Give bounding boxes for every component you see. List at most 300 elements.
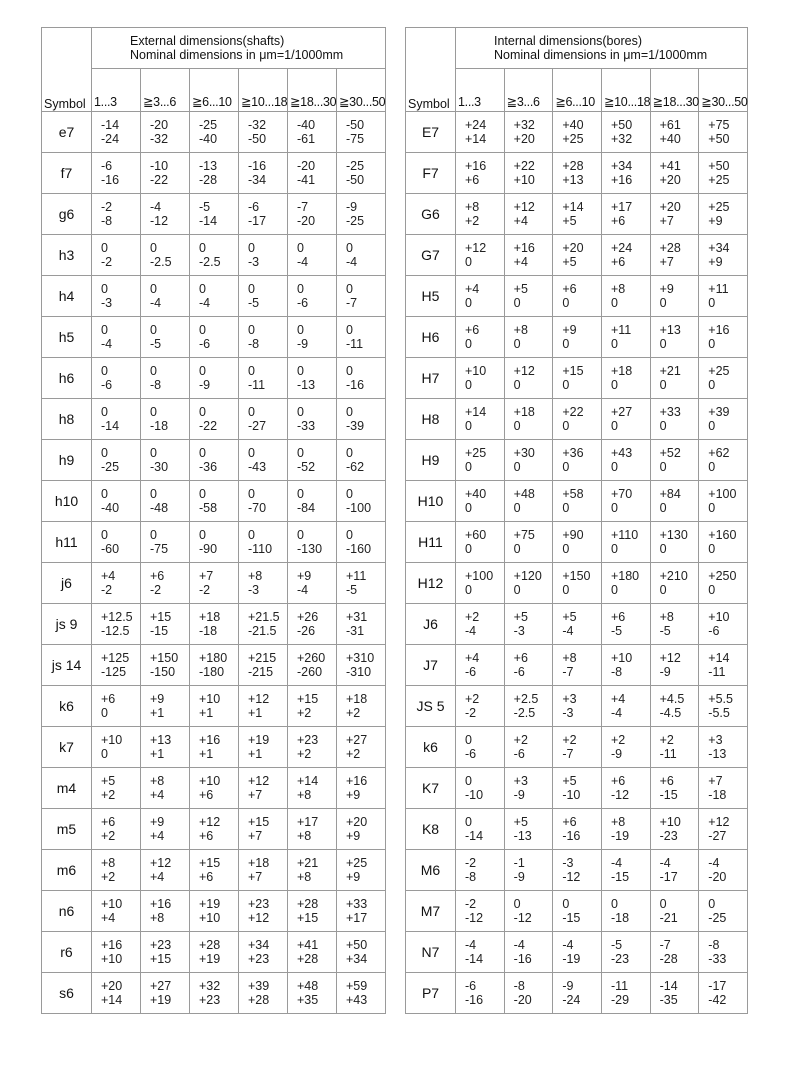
upper-deviation: +4.5 xyxy=(659,692,685,706)
tolerance-symbol: H7 xyxy=(406,358,456,399)
lower-deviation: +7 xyxy=(248,870,263,884)
lower-deviation: 0 xyxy=(562,296,570,310)
upper-deviation: -16 xyxy=(248,159,267,173)
tolerance-cell xyxy=(239,686,288,727)
lower-deviation: +50 xyxy=(708,132,730,146)
upper-deviation: 0 xyxy=(199,487,206,501)
upper-deviation: 0 xyxy=(465,774,472,788)
lower-deviation: -84 xyxy=(297,501,316,515)
lower-deviation: -39 xyxy=(346,419,365,433)
upper-deviation: 0 xyxy=(346,528,353,542)
lower-deviation: -33 xyxy=(708,952,727,966)
table-row xyxy=(406,317,748,358)
tolerance-cell xyxy=(601,932,650,973)
table-row xyxy=(406,522,748,563)
table-row xyxy=(42,686,386,727)
tolerance-cell xyxy=(92,522,141,563)
tolerance-cell xyxy=(239,604,288,645)
tolerance-cell xyxy=(553,768,602,809)
upper-deviation: 0 xyxy=(248,241,255,255)
tolerance-cell xyxy=(699,809,748,850)
upper-deviation: +130 xyxy=(659,528,688,542)
tolerance-cell xyxy=(699,645,748,686)
lower-deviation: -29 xyxy=(610,993,630,1007)
lower-deviation: -2 xyxy=(150,583,162,597)
tolerance-cell xyxy=(699,399,748,440)
lower-deviation: 0 xyxy=(513,378,521,392)
tolerance-cell xyxy=(553,686,602,727)
upper-deviation: +16 xyxy=(513,241,535,255)
tolerance-cell xyxy=(190,358,239,399)
tolerance-cell xyxy=(553,317,602,358)
lower-deviation: +1 xyxy=(150,747,165,761)
tolerance-cell xyxy=(337,112,386,153)
lower-deviation: +2 xyxy=(346,706,361,720)
tolerance-cell xyxy=(456,399,505,440)
upper-deviation: +27 xyxy=(346,733,368,747)
upper-deviation: -2 xyxy=(465,897,477,911)
upper-deviation: 0 xyxy=(199,241,206,255)
upper-deviation: +6 xyxy=(610,774,626,788)
upper-deviation: +15 xyxy=(297,692,319,706)
tolerance-cell xyxy=(239,317,288,358)
lower-deviation: -14 xyxy=(101,419,120,433)
upper-deviation: 0 xyxy=(346,323,353,337)
range-header: ≧10...18 xyxy=(601,69,650,112)
upper-deviation: +120 xyxy=(513,569,542,583)
tolerance-symbol: JS 5 xyxy=(406,686,456,727)
bores-body xyxy=(406,112,748,1014)
upper-deviation: +8 xyxy=(610,815,626,829)
lower-deviation: -4 xyxy=(150,296,162,310)
tolerance-cell xyxy=(337,891,386,932)
upper-deviation: +15 xyxy=(150,610,172,624)
lower-deviation: 0 xyxy=(708,378,716,392)
lower-deviation: -15 xyxy=(610,870,630,884)
lower-deviation: -58 xyxy=(199,501,218,515)
lower-deviation: 0 xyxy=(659,296,667,310)
upper-deviation: +6 xyxy=(150,569,165,583)
table-row xyxy=(406,645,748,686)
tolerance-cell xyxy=(190,973,239,1014)
upper-deviation: -14 xyxy=(101,118,120,132)
upper-deviation: 0 xyxy=(150,446,157,460)
lower-deviation: -5 xyxy=(659,624,671,638)
lower-deviation: +1 xyxy=(248,706,263,720)
tolerance-cell xyxy=(504,194,553,235)
upper-deviation: 0 xyxy=(297,364,304,378)
tolerance-cell xyxy=(92,440,141,481)
lower-deviation: 0 xyxy=(562,378,570,392)
tolerance-symbol: m4 xyxy=(42,768,92,809)
upper-deviation: -8 xyxy=(513,979,525,993)
lower-deviation: -4 xyxy=(297,583,309,597)
tolerance-cell xyxy=(288,727,337,768)
tolerance-cell xyxy=(288,932,337,973)
tolerance-cell xyxy=(190,440,239,481)
range-header: ≧6...10 xyxy=(190,69,239,112)
tolerance-cell xyxy=(190,563,239,604)
table-row xyxy=(42,809,386,850)
lower-deviation: -18 xyxy=(199,624,218,638)
tolerance-cell xyxy=(601,194,650,235)
upper-deviation: 0 xyxy=(101,528,108,542)
lower-deviation: -23 xyxy=(659,829,678,843)
table-row xyxy=(406,563,748,604)
tolerance-symbol: F7 xyxy=(406,153,456,194)
tolerance-cell xyxy=(504,358,553,399)
tolerance-cell xyxy=(553,809,602,850)
upper-deviation: +8 xyxy=(465,200,480,214)
tolerance-cell xyxy=(699,768,748,809)
lower-deviation: -5 xyxy=(150,337,162,351)
lower-deviation: +28 xyxy=(297,952,319,966)
upper-deviation: -4 xyxy=(562,938,574,952)
tolerance-cell xyxy=(141,563,190,604)
upper-deviation: +5.5 xyxy=(708,692,733,706)
lower-deviation: -13 xyxy=(708,747,727,761)
tolerance-cell xyxy=(141,973,190,1014)
upper-deviation: 0 xyxy=(199,446,206,460)
tolerance-cell xyxy=(92,727,141,768)
lower-deviation: -35 xyxy=(659,993,678,1007)
lower-deviation: -14 xyxy=(199,214,218,228)
lower-deviation: -4 xyxy=(465,624,477,638)
tolerance-cell xyxy=(699,235,748,276)
upper-deviation: -5 xyxy=(199,200,211,214)
tolerance-cell xyxy=(92,645,141,686)
tolerance-cell xyxy=(92,850,141,891)
upper-deviation: 0 xyxy=(248,528,255,542)
upper-deviation: +310 xyxy=(346,651,375,665)
lower-deviation: +10 xyxy=(101,952,123,966)
lower-deviation: -3 xyxy=(248,255,260,269)
lower-deviation: -14 xyxy=(465,829,484,843)
upper-deviation: +180 xyxy=(610,569,640,583)
tolerance-cell xyxy=(288,768,337,809)
lower-deviation: -9 xyxy=(659,665,671,679)
lower-deviation: -34 xyxy=(248,173,267,187)
upper-deviation: +32 xyxy=(513,118,535,132)
upper-deviation: +6 xyxy=(101,692,116,706)
lower-deviation: -6 xyxy=(297,296,309,310)
upper-deviation: +6 xyxy=(513,651,528,665)
tolerance-cell xyxy=(456,768,505,809)
tolerance-cell xyxy=(504,727,553,768)
lower-deviation: -12 xyxy=(150,214,169,228)
tolerance-cell xyxy=(288,522,337,563)
tolerance-cell xyxy=(456,891,505,932)
tolerance-cell xyxy=(601,891,650,932)
upper-deviation: -25 xyxy=(346,159,365,173)
upper-deviation: +16 xyxy=(708,323,730,337)
tolerance-cell xyxy=(553,153,602,194)
lower-deviation: -16 xyxy=(346,378,365,392)
upper-deviation: +5 xyxy=(562,774,577,788)
upper-deviation: 0 xyxy=(248,487,255,501)
lower-deviation: -7 xyxy=(562,747,574,761)
lower-deviation: -25 xyxy=(101,460,120,474)
tolerance-cell xyxy=(92,481,141,522)
tolerance-cell xyxy=(288,686,337,727)
lower-deviation: -2 xyxy=(199,583,211,597)
tolerance-cell xyxy=(650,399,699,440)
tolerance-cell xyxy=(141,153,190,194)
tolerance-cell xyxy=(504,891,553,932)
table-row xyxy=(42,112,386,153)
upper-deviation: +150 xyxy=(150,651,179,665)
lower-deviation: -21 xyxy=(659,911,678,925)
tolerance-cell xyxy=(650,481,699,522)
upper-deviation: +250 xyxy=(708,569,737,583)
upper-deviation: +40 xyxy=(562,118,584,132)
tolerance-cell xyxy=(239,153,288,194)
upper-deviation: +125 xyxy=(101,651,130,665)
lower-deviation: 0 xyxy=(465,501,472,515)
lower-deviation: +2 xyxy=(101,829,116,843)
upper-deviation: +4 xyxy=(465,282,480,296)
upper-deviation: +19 xyxy=(199,897,221,911)
tolerance-cell xyxy=(239,768,288,809)
tolerance-cell xyxy=(601,276,650,317)
lower-deviation: -16 xyxy=(513,952,532,966)
tolerance-symbol: m5 xyxy=(42,809,92,850)
lower-deviation: +25 xyxy=(562,132,584,146)
lower-deviation: +40 xyxy=(659,132,681,146)
upper-deviation: 0 xyxy=(346,487,353,501)
tolerance-cell xyxy=(553,932,602,973)
tolerance-symbol: J6 xyxy=(406,604,456,645)
tolerance-symbol: H6 xyxy=(406,317,456,358)
upper-deviation: -1 xyxy=(513,856,525,870)
lower-deviation: -40 xyxy=(199,132,218,146)
lower-deviation: -12 xyxy=(562,870,581,884)
tolerance-cell xyxy=(650,112,699,153)
tolerance-cell xyxy=(239,932,288,973)
lower-deviation: -13 xyxy=(297,378,316,392)
lower-deviation: -4 xyxy=(297,255,309,269)
table-row xyxy=(406,399,748,440)
tolerance-cell xyxy=(337,235,386,276)
shafts-body xyxy=(42,112,386,1014)
upper-deviation: +110 xyxy=(610,528,639,542)
tolerance-cell xyxy=(601,235,650,276)
upper-deviation: +3 xyxy=(562,692,577,706)
lower-deviation: -110 xyxy=(248,542,273,556)
lower-deviation: -25 xyxy=(346,214,365,228)
upper-deviation: +17 xyxy=(297,815,319,829)
tolerance-symbol: h6 xyxy=(42,358,92,399)
upper-deviation: +75 xyxy=(513,528,535,542)
lower-deviation: 0 xyxy=(513,419,521,433)
lower-deviation: -50 xyxy=(248,132,267,146)
upper-deviation: +12.5 xyxy=(101,610,133,624)
lower-deviation: -11 xyxy=(659,747,677,761)
tolerance-cell xyxy=(141,235,190,276)
upper-deviation: +10 xyxy=(659,815,681,829)
lower-deviation: -70 xyxy=(248,501,267,515)
tolerance-cell xyxy=(699,522,748,563)
upper-deviation: -32 xyxy=(248,118,267,132)
tolerance-cell xyxy=(141,891,190,932)
tolerance-cell xyxy=(504,399,553,440)
tolerance-cell xyxy=(141,317,190,358)
tolerance-cell xyxy=(92,809,141,850)
upper-deviation: 0 xyxy=(610,897,618,911)
tolerance-cell xyxy=(239,112,288,153)
lower-deviation: 0 xyxy=(659,460,667,474)
lower-deviation: -180 xyxy=(199,665,225,679)
tolerance-cell xyxy=(699,317,748,358)
lower-deviation: -260 xyxy=(297,665,323,679)
upper-deviation: +39 xyxy=(708,405,730,419)
table-row xyxy=(42,235,386,276)
upper-deviation: +7 xyxy=(199,569,214,583)
upper-deviation: +5 xyxy=(562,610,577,624)
upper-deviation: 0 xyxy=(101,487,108,501)
upper-deviation: +150 xyxy=(562,569,591,583)
lower-deviation: 0 xyxy=(513,296,521,310)
tolerance-cell xyxy=(239,850,288,891)
upper-deviation: 0 xyxy=(199,282,206,296)
upper-deviation: 0 xyxy=(199,405,206,419)
range-header: ≧3...6 xyxy=(141,69,190,112)
upper-deviation: -6 xyxy=(101,159,113,173)
lower-deviation: -24 xyxy=(101,132,120,146)
tolerance-cell xyxy=(456,563,505,604)
tolerance-cell xyxy=(456,358,505,399)
tolerance-cell xyxy=(504,686,553,727)
tolerance-cell xyxy=(190,153,239,194)
lower-deviation: 0 xyxy=(465,419,472,433)
tolerance-cell xyxy=(288,891,337,932)
tolerance-symbol: r6 xyxy=(42,932,92,973)
upper-deviation: 0 xyxy=(659,897,667,911)
tolerance-cell xyxy=(650,809,699,850)
tolerance-cell xyxy=(601,317,650,358)
lower-deviation: +6 xyxy=(610,255,626,269)
upper-deviation: -4 xyxy=(465,938,477,952)
tolerance-cell xyxy=(650,768,699,809)
upper-deviation: +8 xyxy=(562,651,577,665)
tolerance-cell xyxy=(239,645,288,686)
upper-deviation: +21 xyxy=(297,856,319,870)
table-row xyxy=(406,276,748,317)
tolerance-symbol: n6 xyxy=(42,891,92,932)
table-row xyxy=(42,932,386,973)
lower-deviation: 0 xyxy=(562,460,570,474)
tolerance-symbol: h9 xyxy=(42,440,92,481)
lower-deviation: -20 xyxy=(297,214,316,228)
tolerance-cell xyxy=(239,399,288,440)
upper-deviation: -10 xyxy=(150,159,169,173)
tolerance-cell xyxy=(288,563,337,604)
tolerance-cell xyxy=(141,399,190,440)
tolerance-cell xyxy=(141,358,190,399)
tolerance-cell xyxy=(239,727,288,768)
lower-deviation: 0 xyxy=(708,337,716,351)
lower-deviation: -75 xyxy=(346,132,365,146)
lower-deviation: -48 xyxy=(150,501,169,515)
lower-deviation: -125 xyxy=(101,665,127,679)
upper-deviation: +62 xyxy=(708,446,730,460)
upper-deviation: +12 xyxy=(150,856,172,870)
tolerance-cell xyxy=(239,522,288,563)
tolerance-cell xyxy=(699,563,748,604)
lower-deviation: -12 xyxy=(610,788,630,802)
lower-deviation: -13 xyxy=(513,829,532,843)
upper-deviation: +18 xyxy=(346,692,368,706)
upper-deviation: +160 xyxy=(708,528,737,542)
upper-deviation: +58 xyxy=(562,487,584,501)
tolerance-cell xyxy=(288,645,337,686)
upper-deviation: +84 xyxy=(659,487,681,501)
upper-deviation: +10 xyxy=(708,610,730,624)
upper-deviation: +11 xyxy=(346,569,367,583)
upper-deviation: +12 xyxy=(513,364,535,378)
upper-deviation: +2 xyxy=(610,733,626,747)
lower-deviation: +2 xyxy=(297,706,312,720)
tolerance-cell xyxy=(92,112,141,153)
table-row xyxy=(406,891,748,932)
upper-deviation: +28 xyxy=(659,241,681,255)
tolerance-cell xyxy=(650,194,699,235)
lower-deviation: -52 xyxy=(297,460,316,474)
table-row xyxy=(42,768,386,809)
tolerance-cell xyxy=(239,194,288,235)
lower-deviation: -6 xyxy=(708,624,720,638)
upper-deviation: +2 xyxy=(659,733,674,747)
lower-deviation: +7 xyxy=(248,788,263,802)
upper-deviation: +2.5 xyxy=(513,692,539,706)
tolerance-cell xyxy=(239,563,288,604)
tolerance-cell xyxy=(92,194,141,235)
lower-deviation: -31 xyxy=(346,624,365,638)
lower-deviation: -10 xyxy=(465,788,484,802)
lower-deviation: +4 xyxy=(101,911,116,925)
tolerance-symbol: G6 xyxy=(406,194,456,235)
table-row xyxy=(406,686,748,727)
tolerance-cell xyxy=(288,604,337,645)
tolerance-cell xyxy=(239,440,288,481)
table-row xyxy=(406,973,748,1014)
lower-deviation: -41 xyxy=(297,173,316,187)
lower-deviation: +9 xyxy=(708,255,723,269)
lower-deviation: +1 xyxy=(199,747,214,761)
tolerance-cell xyxy=(141,112,190,153)
tolerance-symbol: k6 xyxy=(42,686,92,727)
range-header: ≧30...50 xyxy=(699,69,748,112)
tolerance-cell xyxy=(699,973,748,1014)
tolerance-cell xyxy=(553,645,602,686)
table-row xyxy=(406,194,748,235)
lower-deviation: +5 xyxy=(562,255,577,269)
lower-deviation: -5 xyxy=(346,583,358,597)
lower-deviation: -90 xyxy=(199,542,218,556)
upper-deviation: +5 xyxy=(513,282,528,296)
upper-deviation: 0 xyxy=(297,241,304,255)
tolerance-cell xyxy=(699,481,748,522)
upper-deviation: +6 xyxy=(562,282,577,296)
tolerance-cell xyxy=(553,440,602,481)
upper-deviation: +4 xyxy=(101,569,116,583)
tolerance-cell xyxy=(92,604,141,645)
lower-deviation: -9 xyxy=(297,337,309,351)
upper-deviation: +15 xyxy=(562,364,584,378)
table-row xyxy=(42,727,386,768)
upper-deviation: 0 xyxy=(150,241,157,255)
lower-deviation: +14 xyxy=(101,993,123,1007)
